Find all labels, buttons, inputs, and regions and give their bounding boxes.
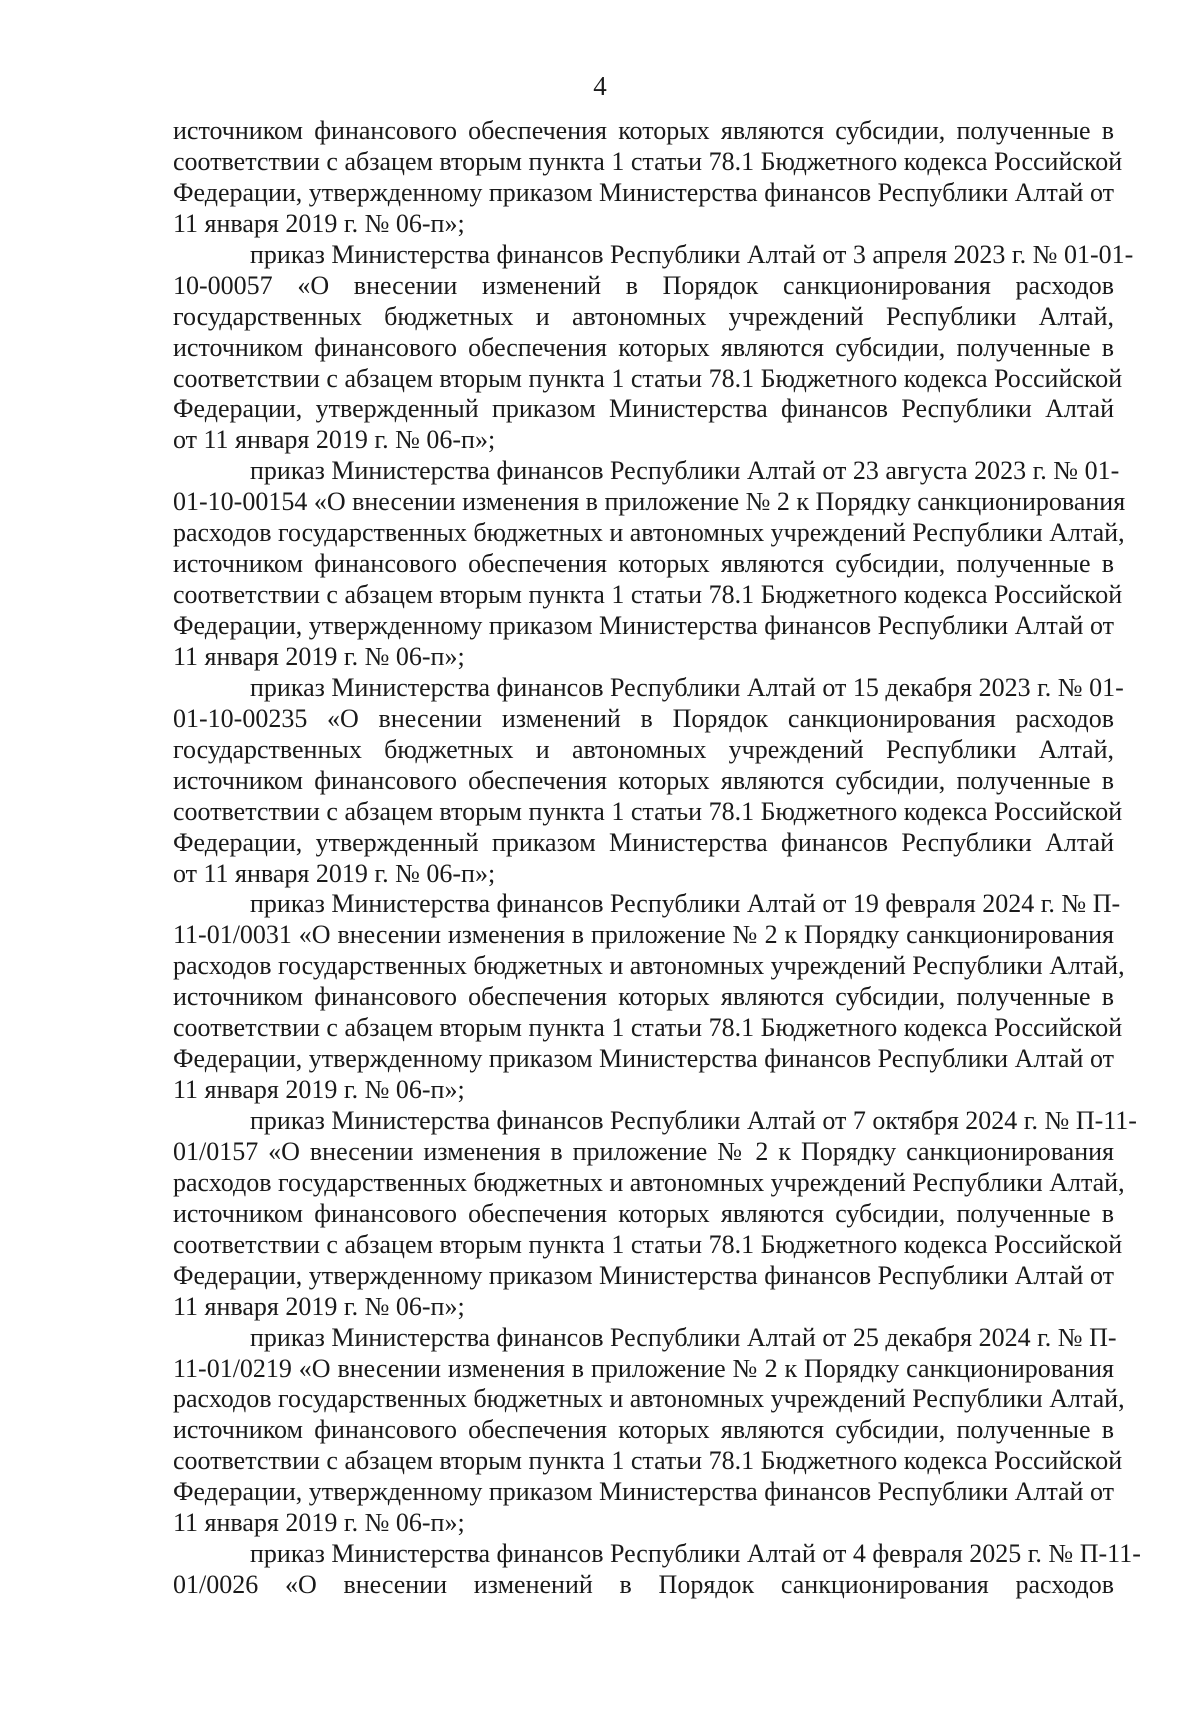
text-line: 11 января 2019 г. № 06-п»; xyxy=(173,1291,465,1321)
text-line: приказ Министерства финансов Республики Алтай от 15 декабря 2023 г. № 01- xyxy=(250,672,1124,702)
text-line: источником финансового обеспечения которых являются субсидии, полученные в xyxy=(173,1198,1114,1228)
text-line: Федерации, утвержденному приказом Министерства финансов Республики Алтай от xyxy=(173,1044,1114,1074)
paragraph xyxy=(173,672,1124,890)
text-line: источником финансового обеспечения которых являются субсидии, полученные в xyxy=(173,332,1114,362)
text-line: соответствии с абзацем вторым пункта 1 статьи 78.1 Бюджетного кодекса Российской xyxy=(173,1446,1123,1476)
text-line: приказ Министерства финансов Республики Алтай от 23 августа 2023 г. № 01- xyxy=(250,456,1120,486)
text-line: соответствии с абзацем вторым пункта 1 статьи 78.1 Бюджетного кодекса Российской xyxy=(173,580,1123,610)
text-line: приказ Министерства финансов Республики Алтай от 3 апреля 2023 г. № 01-01- xyxy=(250,239,1134,269)
text-line: источником финансового обеспечения которых являются субсидии, полученные в xyxy=(173,1415,1114,1445)
text-line: приказ Министерства финансов Республики Алтай от 4 февраля 2025 г. № П-11- xyxy=(250,1539,1141,1569)
paragraph xyxy=(173,1539,1141,1601)
paragraph xyxy=(173,1106,1137,1323)
text-line: государственных бюджетных и автономных учреждений Республики Алтай, xyxy=(173,734,1114,764)
paragraph xyxy=(173,456,1126,673)
text-line: от 11 января 2019 г. № 06-п»; xyxy=(173,858,496,888)
text-line: 11 января 2019 г. № 06-п»; xyxy=(173,208,465,238)
text-line: расходов государственных бюджетных и автономных учреждений Республики Алтай, xyxy=(173,951,1125,981)
text-line: расходов государственных бюджетных и автономных учреждений Республики Алтай, xyxy=(173,1167,1125,1197)
page-number: 4 xyxy=(593,71,607,101)
text-line: 11-01/0031 «О внесении изменения в приложение № 2 к Порядку санкционирования xyxy=(173,920,1114,950)
text-line: 01/0157 «О внесении изменения в приложение № 2 к Порядку санкционирования xyxy=(173,1136,1114,1166)
text-line: соответствии с абзацем вторым пункта 1 статьи 78.1 Бюджетного кодекса Российской xyxy=(173,363,1123,393)
text-line: приказ Министерства финансов Республики Алтай от 7 октября 2024 г. № П-11- xyxy=(250,1106,1137,1135)
text-line: Федерации, утвержденный приказом Министерства финансов Республики Алтай xyxy=(173,394,1114,424)
text-line: расходов государственных бюджетных и автономных учреждений Республики Алтай, xyxy=(173,518,1125,548)
text-line: 01-10-00154 «О внесении изменения в приложение № 2 к Порядку санкционирования xyxy=(173,487,1126,517)
text-line: источником финансового обеспечения которых являются субсидии, полученные в xyxy=(173,982,1114,1012)
text-line: Федерации, утвержденному приказом Министерства финансов Республики Алтай от xyxy=(173,1477,1114,1507)
paragraph xyxy=(173,239,1134,457)
text-line: соответствии с абзацем вторым пункта 1 статьи 78.1 Бюджетного кодекса Российской xyxy=(173,1229,1123,1259)
text-line: 01-10-00235 «О внесении изменений в Порядок санкционирования расходов xyxy=(173,703,1114,733)
text-line: 11 января 2019 г. № 06-п»; xyxy=(173,1508,465,1538)
text-line: 01/0026 «О внесении изменений в Порядок санкционирования расходов xyxy=(173,1570,1114,1600)
text-line: источником финансового обеспечения которых являются субсидии, полученные в xyxy=(173,116,1114,145)
document-body xyxy=(173,116,1141,1601)
text-line: соответствии с абзацем вторым пункта 1 статьи 78.1 Бюджетного кодекса Российской xyxy=(173,796,1123,826)
text-line: соответствии с абзацем вторым пункта 1 статьи 78.1 Бюджетного кодекса Российской xyxy=(173,1013,1123,1043)
text-line: от 11 января 2019 г. № 06-п»; xyxy=(173,425,496,455)
paragraph xyxy=(173,889,1125,1106)
text-line: 11 января 2019 г. № 06-п»; xyxy=(173,1075,465,1105)
text-line: Федерации, утвержденному приказом Министерства финансов Республики Алтай от xyxy=(173,177,1114,207)
text-line: Федерации, утвержденный приказом Министерства финансов Республики Алтай xyxy=(173,827,1114,857)
text-line: 11 января 2019 г. № 06-п»; xyxy=(173,641,465,671)
text-line: государственных бюджетных и автономных учреждений Республики Алтай, xyxy=(173,301,1114,331)
text-line: приказ Министерства финансов Республики Алтай от 19 февраля 2024 г. № П- xyxy=(250,889,1121,919)
text-line: приказ Министерства финансов Республики Алтай от 25 декабря 2024 г. № П- xyxy=(250,1322,1117,1352)
text-line: 10-00057 «О внесении изменений в Порядок санкционирования расходов xyxy=(173,270,1114,300)
paragraph xyxy=(173,116,1123,240)
text-line: соответствии с абзацем вторым пункта 1 статьи 78.1 Бюджетного кодекса Российской xyxy=(173,146,1123,176)
text-line: Федерации, утвержденному приказом Министерства финансов Республики Алтай от xyxy=(173,1260,1114,1290)
text-line: источником финансового обеспечения которых являются субсидии, полученные в xyxy=(173,765,1114,795)
text-line: расходов государственных бюджетных и автономных учреждений Республики Алтай, xyxy=(173,1384,1125,1414)
text-line: 11-01/0219 «О внесении изменения в приложение № 2 к Порядку санкционирования xyxy=(173,1353,1114,1383)
text-line: Федерации, утвержденному приказом Министерства финансов Республики Алтай от xyxy=(173,611,1114,640)
text-line: источником финансового обеспечения которых являются субсидии, полученные в xyxy=(173,549,1114,579)
paragraph xyxy=(173,1322,1125,1540)
